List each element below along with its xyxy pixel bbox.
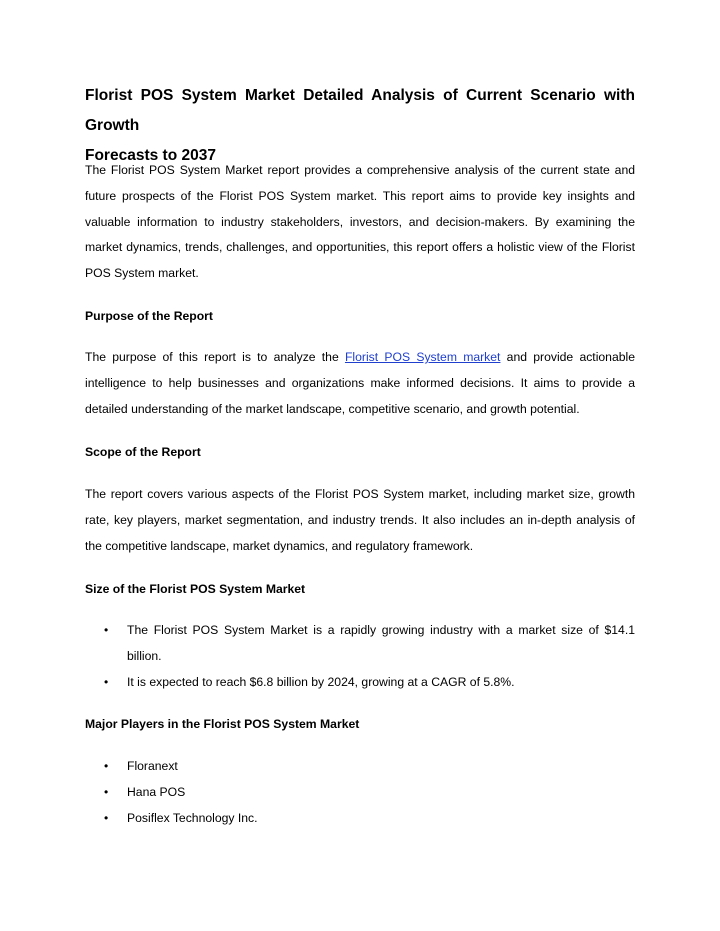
list-item: [85, 618, 635, 670]
list-item-text: The Florist POS System Market is a rapidly growing industry with a market size of $14.1 billion.: [127, 623, 635, 663]
purpose-paragraph: [85, 345, 635, 422]
florist-pos-market-link[interactable]: Florist POS System market: [344, 350, 501, 364]
list-item-text: It is expected to reach $6.8 billion by 2024, growing at a CAGR of 5.8%.: [127, 674, 515, 689]
list-item: [85, 670, 635, 696]
bullet-icon: •: [104, 674, 109, 689]
players-heading: Major Players in the Florist POS System Market: [85, 717, 360, 731]
bullet-icon: •: [104, 810, 109, 825]
list-item-text: Floranext: [127, 759, 178, 773]
title-line-1: Florist POS System Market Detailed Analysis of Current Scenario with Growth: [85, 87, 635, 134]
players-bullet-list: [85, 754, 635, 831]
list-item: [85, 780, 635, 806]
purpose-heading: Purpose of the Report: [85, 309, 213, 323]
bullet-icon: •: [104, 759, 109, 773]
bullet-icon: •: [104, 784, 109, 799]
list-item-text: Posiflex Technology Inc.: [127, 810, 258, 825]
list-item: [85, 754, 635, 780]
size-bullet-list: [85, 618, 635, 695]
purpose-text-before-link: The purpose of this report is to analyze the: [85, 350, 345, 364]
list-item: [85, 806, 635, 832]
size-heading: Size of the Florist POS System Market: [85, 582, 306, 596]
title-line-2: Forecasts to 2037: [85, 147, 216, 164]
bullet-icon: •: [104, 623, 109, 637]
purpose-text-after-link: and provide actionable intelligence to help businesses and organizations make informed decisions. It aims to provide a detailed understanding of the market landscape, competitive scenario, and growth potential.: [85, 350, 636, 416]
scope-heading: Scope of the Report: [85, 445, 201, 459]
scope-paragraph: The report covers various aspects of the Florist POS System market, including market size, growth rate, key players, market segmentation, and industry trends. It also includes an in-depth analysis of the competitive landscape, market dynamics, and regulatory framework.: [85, 487, 635, 553]
intro-paragraph: The Florist POS System Market report provides a comprehensive analysis of the current state and future prospects of the Florist POS System market. This report aims to provide key insights and valuable information to industry stakeholders, investors, and decision-makers. By examining the market dynamics, trends, challenges, and opportunities, this report offers a holistic view of the Florist POS System market.: [85, 163, 635, 281]
list-item-text: Hana POS: [127, 784, 186, 799]
